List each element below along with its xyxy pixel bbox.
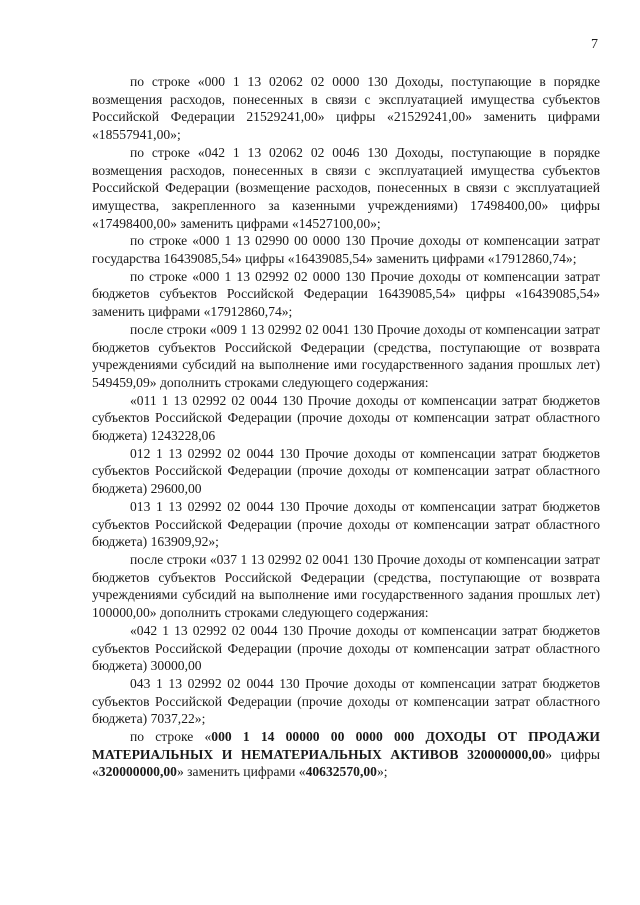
paragraph: после строки «009 1 13 02992 02 0041 130 Прочие доходы от компенсации затрат бюджетов субъектов Российской Федерации (средства, поступающие от возврата учреждениями субсидий на выполнение ими государственного задания прошлых лет) 549459,09» дополнить строками следующего содержания: <box>92 321 600 390</box>
bold-new-value: 40632570,00 <box>305 764 377 780</box>
bold-old-value: 320000000,00 <box>98 764 177 780</box>
final-suffix: »; <box>376 764 388 780</box>
paragraph: по строке «000 1 13 02990 00 0000 130 Прочие доходы от компенсации затрат государства 16439085,54» цифры «16439085,54» заменить цифрами «17912860,74»; <box>92 233 600 267</box>
paragraph: «011 1 13 02992 02 0044 130 Прочие доходы от компенсации затрат бюджетов субъектов Российской Федерации (прочие доходы от компенсации затрат областного бюджета) 1243228,06 <box>92 392 600 444</box>
paragraph: 043 1 13 02992 02 0044 130 Прочие доходы от компенсации затрат бюджетов субъектов Российской Федерации (прочие доходы от компенсации затрат областного бюджета) 7037,22»; <box>92 675 600 727</box>
paragraph: после строки «037 1 13 02992 02 0041 130 Прочие доходы от компенсации затрат бюджетов субъектов Российской Федерации (средства, поступающие от возврата учреждениями субсидий на выполнение ими государственного задания прошлых лет) 100000,00» дополнить строками следующего содержания: <box>92 551 600 621</box>
paragraph: по строке «000 1 13 02062 02 0000 130 Доходы, поступающие в порядке возмещения расходов, понесенных в связи с эксплуатацией имущества субъектов Российской Федерации 21529241,00» цифры «21529241,00» заменить цифрами «18557941,00»; <box>92 74 600 143</box>
paragraph: по строке «000 1 13 02992 02 0000 130 Прочие доходы от компенсации затрат бюджетов субъектов Российской Федерации 16439085,54» цифры «16439085,54» заменить цифрами «17912860,74»; <box>92 268 600 320</box>
final-paragraph <box>92 728 600 781</box>
final-mid2: » заменить цифрами « <box>176 764 306 780</box>
page-number: 7 <box>591 37 598 52</box>
paragraph: «042 1 13 02992 02 0044 130 Прочие доходы от компенсации затрат бюджетов субъектов Российской Федерации (прочие доходы от компенсации затрат областного бюджета) 30000,00 <box>92 622 600 674</box>
paragraph: по строке «042 1 13 02062 02 0046 130 Доходы, поступающие в порядке возмещения расходов, понесенных в связи с эксплуатацией имущества субъектов Российской Федерации (возмещение расходов, понесенных в связи с эксплуатацией имущества, закрепленного за казенными учреждениями) 17498400,00» цифры «17498400,00» заменить цифрами «14527100,00»; <box>92 144 600 231</box>
bold-row-text: 000 1 14 00000 00 0000 000 ДОХОДЫ ОТ ПРОДАЖИ МАТЕРИАЛЬНЫХ И НЕМАТЕРИАЛЬНЫХ АКТИВОВ 320000000,00 <box>92 729 600 762</box>
document-body <box>92 73 600 781</box>
paragraph: 012 1 13 02992 02 0044 130 Прочие доходы от компенсации затрат бюджетов субъектов Российской Федерации (прочие доходы от компенсации затрат областного бюджета) 29600,00 <box>92 445 600 497</box>
paragraph: 013 1 13 02992 02 0044 130 Прочие доходы от компенсации затрат бюджетов субъектов Российской Федерации (прочие доходы от компенсации затрат областного бюджета) 163909,92»; <box>92 498 600 550</box>
final-prefix: по строке « <box>130 729 212 745</box>
final-mid: » цифры « <box>92 746 600 780</box>
